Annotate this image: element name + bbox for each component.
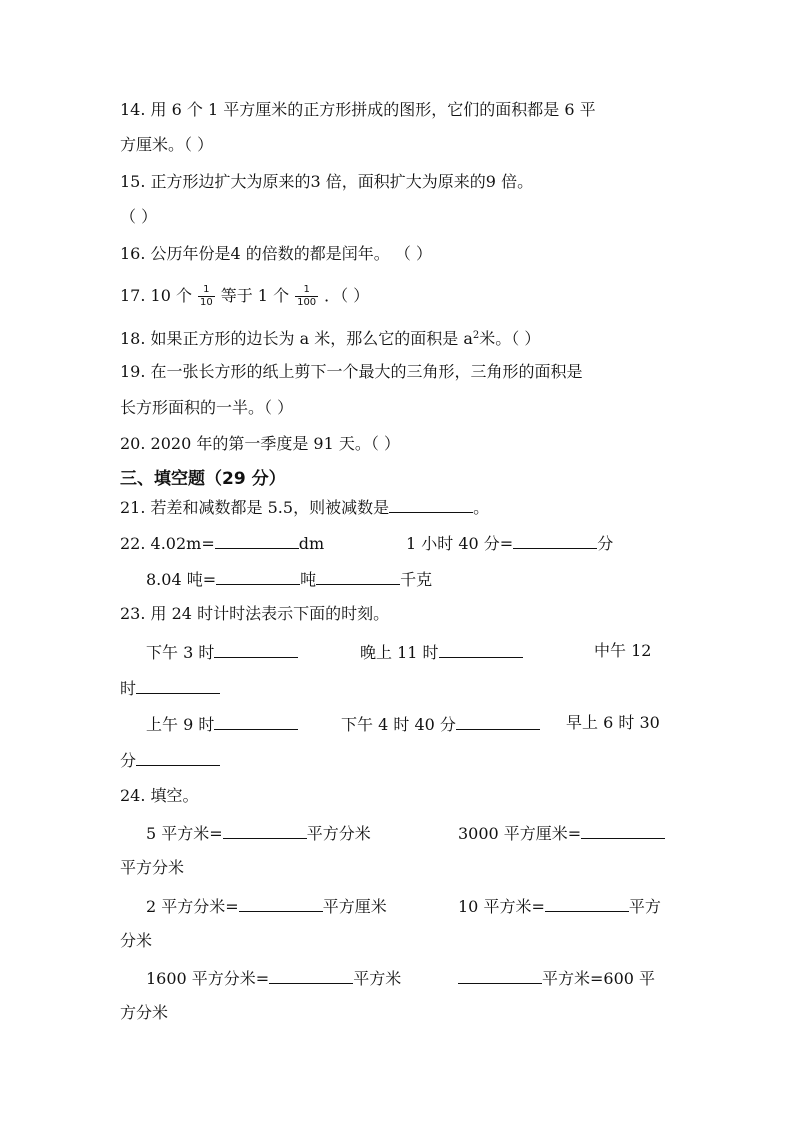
- question-17-suffix: ．（ ）: [324, 286, 370, 305]
- q23-t1-label: 下午 3 时: [146, 643, 215, 662]
- q24-part-f: [458, 967, 655, 989]
- q23-t2-label: 晚上 11 时: [360, 643, 439, 662]
- answer-blank[interactable]: [136, 749, 220, 766]
- q24-b-prefix: 3000 平方厘米=: [458, 824, 582, 843]
- q23-t4-label: 上午 9 时: [146, 715, 215, 734]
- question-17: [120, 284, 369, 309]
- answer-blank[interactable]: [456, 713, 540, 730]
- q23-time-1: [146, 641, 298, 663]
- fraction-numerator: 1: [303, 284, 310, 295]
- q24-d-unit-a: 平方: [628, 897, 661, 916]
- q23-t3b-label: 时: [120, 679, 137, 698]
- q24-d-prefix: 10 平方米=: [458, 897, 545, 916]
- question-15-line1: 15. 正方形边扩大为原来的3 倍，面积扩大为原来的9 倍。: [120, 172, 534, 191]
- q24-part-d-unit: 分米: [120, 931, 153, 950]
- q22-c-unit2: 千克: [400, 570, 433, 589]
- answer-blank[interactable]: [545, 895, 629, 912]
- section-heading-fill-in: 三、填空题（29 分）: [120, 469, 286, 489]
- question-18: [120, 326, 540, 349]
- q22-c-prefix: 8.04 吨=: [146, 570, 217, 589]
- q24-f-unit: 平方米=600 平: [542, 969, 656, 988]
- answer-blank[interactable]: [215, 532, 299, 549]
- answer-blank[interactable]: [239, 895, 323, 912]
- answer-blank[interactable]: [439, 641, 523, 658]
- question-22-line1: [120, 532, 324, 554]
- fraction-denominator: 10: [199, 297, 213, 308]
- answer-blank[interactable]: [389, 496, 473, 513]
- q24-e-prefix: 1600 平方分米=: [146, 969, 270, 988]
- answer-blank[interactable]: [214, 641, 298, 658]
- question-16: 16. 公历年份是4 的倍数的都是闰年。 （ ）: [120, 244, 432, 263]
- q24-part-f-unit: 方分米: [120, 1003, 169, 1022]
- question-19-line2: 长方形面积的一半。（ ）: [120, 398, 294, 417]
- fraction-numerator: 1: [203, 284, 210, 295]
- question-21-prefix: 21. 若差和减数都是 5.5，则被减数是: [120, 498, 390, 517]
- q24-c-unit: 平方厘米: [322, 897, 387, 916]
- q24-part-b: [458, 822, 665, 844]
- q23-time-4: [146, 713, 298, 735]
- question-24-intro: 24. 填空。: [120, 786, 199, 805]
- question-19-line1: 19. 在一张长方形的纸上剪下一个最大的三角形，三角形的面积是: [120, 362, 583, 381]
- answer-blank[interactable]: [458, 967, 542, 984]
- fraction-denominator: 100: [297, 297, 317, 308]
- fraction-one-hundredth: [295, 284, 318, 309]
- answer-blank[interactable]: [316, 568, 400, 585]
- answer-blank[interactable]: [223, 822, 307, 839]
- question-14-line2: 方厘米。（ ）: [120, 135, 214, 154]
- question-20: 20. 2020 年的第一季度是 91 天。（ ）: [120, 434, 400, 453]
- question-17-prefix: 17. 10 个: [120, 286, 192, 305]
- q22-a-unit: dm: [298, 534, 325, 553]
- answer-blank[interactable]: [269, 967, 353, 984]
- q24-c-prefix: 2 平方分米=: [146, 897, 239, 916]
- q23-time-6b: [120, 749, 220, 771]
- question-14-line1: 14. 用 6 个 1 平方厘米的正方形拼成的图形，它们的面积都是 6 平: [120, 100, 596, 119]
- q24-part-d: [458, 895, 661, 917]
- q23-t5-label: 下午 4 时 40 分: [341, 715, 456, 734]
- answer-blank[interactable]: [513, 532, 597, 549]
- question-21-suffix: 。: [473, 498, 490, 517]
- q24-a-prefix: 5 平方米=: [146, 824, 223, 843]
- q24-part-e: [146, 967, 401, 989]
- question-23-intro: 23. 用 24 时计时法表示下面的时刻。: [120, 604, 390, 623]
- q22-a-prefix: 22. 4.02m=: [120, 534, 215, 553]
- question-15-line2: （ ）: [120, 207, 158, 226]
- q22-b-prefix: 1 小时 40 分=: [406, 534, 514, 553]
- q23-t6b-label: 分: [120, 751, 137, 770]
- q24-part-a: [146, 822, 371, 844]
- answer-blank[interactable]: [581, 822, 665, 839]
- question-22-part-b: [406, 532, 613, 554]
- q24-e-unit: 平方米: [353, 969, 402, 988]
- answer-blank[interactable]: [216, 568, 300, 585]
- answer-blank[interactable]: [136, 677, 220, 694]
- question-18-prefix: 18. 如果正方形的边长为 a 米，那么它的面积是 a: [120, 329, 473, 348]
- q23-time-2: [360, 641, 523, 663]
- question-17-middle: 等于 1 个: [220, 286, 290, 305]
- q23-time-5: [341, 713, 540, 735]
- q24-a-unit: 平方分米: [306, 824, 371, 843]
- q23-time-3b: [120, 677, 220, 699]
- q22-b-unit: 分: [597, 534, 614, 553]
- q24-part-b-unit: 平方分米: [120, 858, 185, 877]
- question-22-line2: [146, 568, 432, 590]
- question-21: [120, 496, 489, 518]
- superscript-two: 2: [472, 330, 480, 341]
- q24-part-c: [146, 895, 387, 917]
- fraction-one-tenth: [198, 284, 215, 309]
- answer-blank[interactable]: [214, 713, 298, 730]
- q23-time-6a: 早上 6 时 30: [566, 713, 660, 732]
- question-18-suffix: 米。（ ）: [479, 329, 541, 348]
- q22-c-unit1: 吨: [300, 570, 317, 589]
- q23-time-3a: 中午 12: [594, 641, 652, 660]
